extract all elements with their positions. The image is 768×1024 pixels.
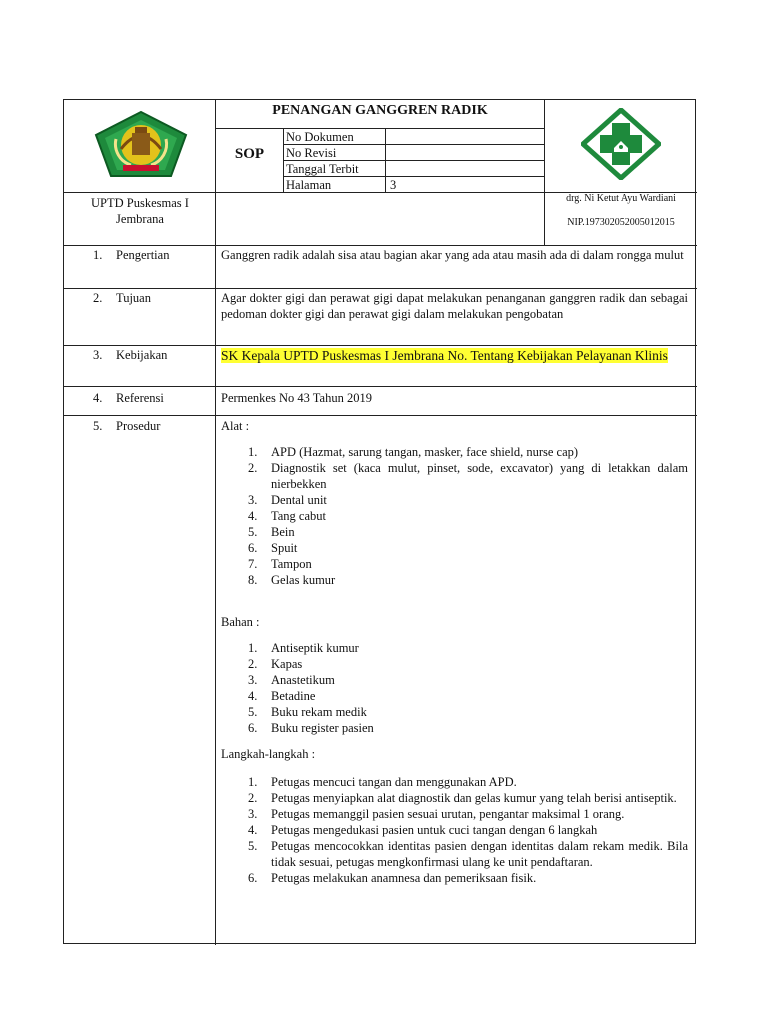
list-item: 5. Petugas mencocokkan identitas pasien dengan identitas dalam rekam medik. Bila tidak sesuai, petugas mengkonfirmasi ulang ke unit pendaftaran. <box>248 839 688 869</box>
list-item: 8. Gelas kumur <box>248 573 336 587</box>
meta-label-no-revisi: No Revisi <box>286 146 337 160</box>
list-item: 2. Petugas menyiapkan alat diagnostik dan gelas kumur yang telah berisi antiseptik. <box>248 791 677 805</box>
puskesmas-logo <box>581 108 661 180</box>
list-item: 6. Spuit <box>248 541 298 555</box>
section-number: 5. <box>93 419 103 433</box>
section-text-kebijakan <box>221 347 688 364</box>
signer-nip: NIP.197302052005012015 <box>567 217 675 228</box>
list-item: 3. Petugas memanggil pasien sesuai urutan, pengantar maksimal 1 orang. <box>248 807 625 821</box>
list-item: 2. Diagnostik set (kaca mulut, pinset, sode, excavator) yang di letakkan dalam nierbekken <box>248 461 688 491</box>
section-number: 3. <box>93 348 103 362</box>
list-item: 3. Dental unit <box>248 493 327 507</box>
list-item: 6. Buku register pasien <box>248 721 374 735</box>
section-number: 4. <box>93 391 103 405</box>
list-item: 6. Petugas melakukan anamnesa dan pemeriksaan fisik. <box>248 871 537 885</box>
alat-list <box>221 444 688 588</box>
section-number: 1. <box>93 248 103 262</box>
highlighted-policy-text: SK Kepala UPTD Puskesmas I Jembrana No. Tentang Kebijakan Pelayanan Klinis <box>221 348 668 363</box>
district-logo <box>91 109 191 179</box>
list-item: 4. Petugas mengedukasi pasien untuk cuci tangan dengan 6 langkah <box>248 823 598 837</box>
meta-label-halaman: Halaman <box>286 178 332 192</box>
list-item: 5. Buku rekam medik <box>248 705 367 719</box>
list-item: 4. Tang cabut <box>248 509 327 523</box>
list-item: 7. Tampon <box>248 557 312 571</box>
list-item: 2. Kapas <box>248 657 303 671</box>
signer-name: drg. Ni Ketut Ayu Wardiani <box>566 193 676 204</box>
list-item: 1. APD (Hazmat, sarung tangan, masker, face shield, nurse cap) <box>248 445 579 459</box>
sop-label: SOP <box>234 146 265 162</box>
list-item: 3. Anastetikum <box>248 673 335 687</box>
section-label-prosedur: Prosedur <box>116 419 161 433</box>
section-label-referensi: Referensi <box>116 391 164 405</box>
alat-heading: Alat : <box>221 419 250 433</box>
section-label-tujuan: Tujuan <box>116 291 151 305</box>
meta-value-halaman: 3 <box>390 178 397 192</box>
section-label-pengertian: Pengertian <box>116 248 170 262</box>
bahan-heading: Bahan : <box>221 615 260 629</box>
document-title: PENANGAN GANGGREN RADIK <box>272 103 488 118</box>
meta-label-tanggal-terbit: Tanggal Terbit <box>286 162 359 176</box>
section-text-referensi: Permenkes No 43 Tahun 2019 <box>221 391 372 405</box>
langkah-heading: Langkah-langkah : <box>221 747 316 761</box>
list-item: 1. Petugas mencuci tangan dan menggunakan APD. <box>248 775 517 789</box>
list-item: 1. Antiseptik kumur <box>248 641 359 655</box>
list-item: 5. Bein <box>248 525 295 539</box>
meta-label-no-dokumen: No Dokumen <box>286 130 354 144</box>
section-text-tujuan: Agar dokter gigi dan perawat gigi dapat melakukan penanganan ganggren radik dan sebagai pedoman dokter gigi dan perawat gigi dalam melakukan pengobatan <box>221 291 688 321</box>
langkah-list <box>221 774 688 886</box>
list-item: 4. Betadine <box>248 689 316 703</box>
section-number: 2. <box>93 291 103 305</box>
institution-name: UPTD Puskesmas I Jembrana <box>91 196 189 226</box>
section-text-pengertian: Ganggren radik adalah sisa atau bagian akar yang ada atau masih ada di dalam rongga mulut <box>221 248 684 262</box>
sop-document <box>63 99 696 944</box>
bahan-list <box>221 640 688 736</box>
prosedur-content <box>221 418 688 886</box>
section-label-kebijakan: Kebijakan <box>116 348 168 362</box>
